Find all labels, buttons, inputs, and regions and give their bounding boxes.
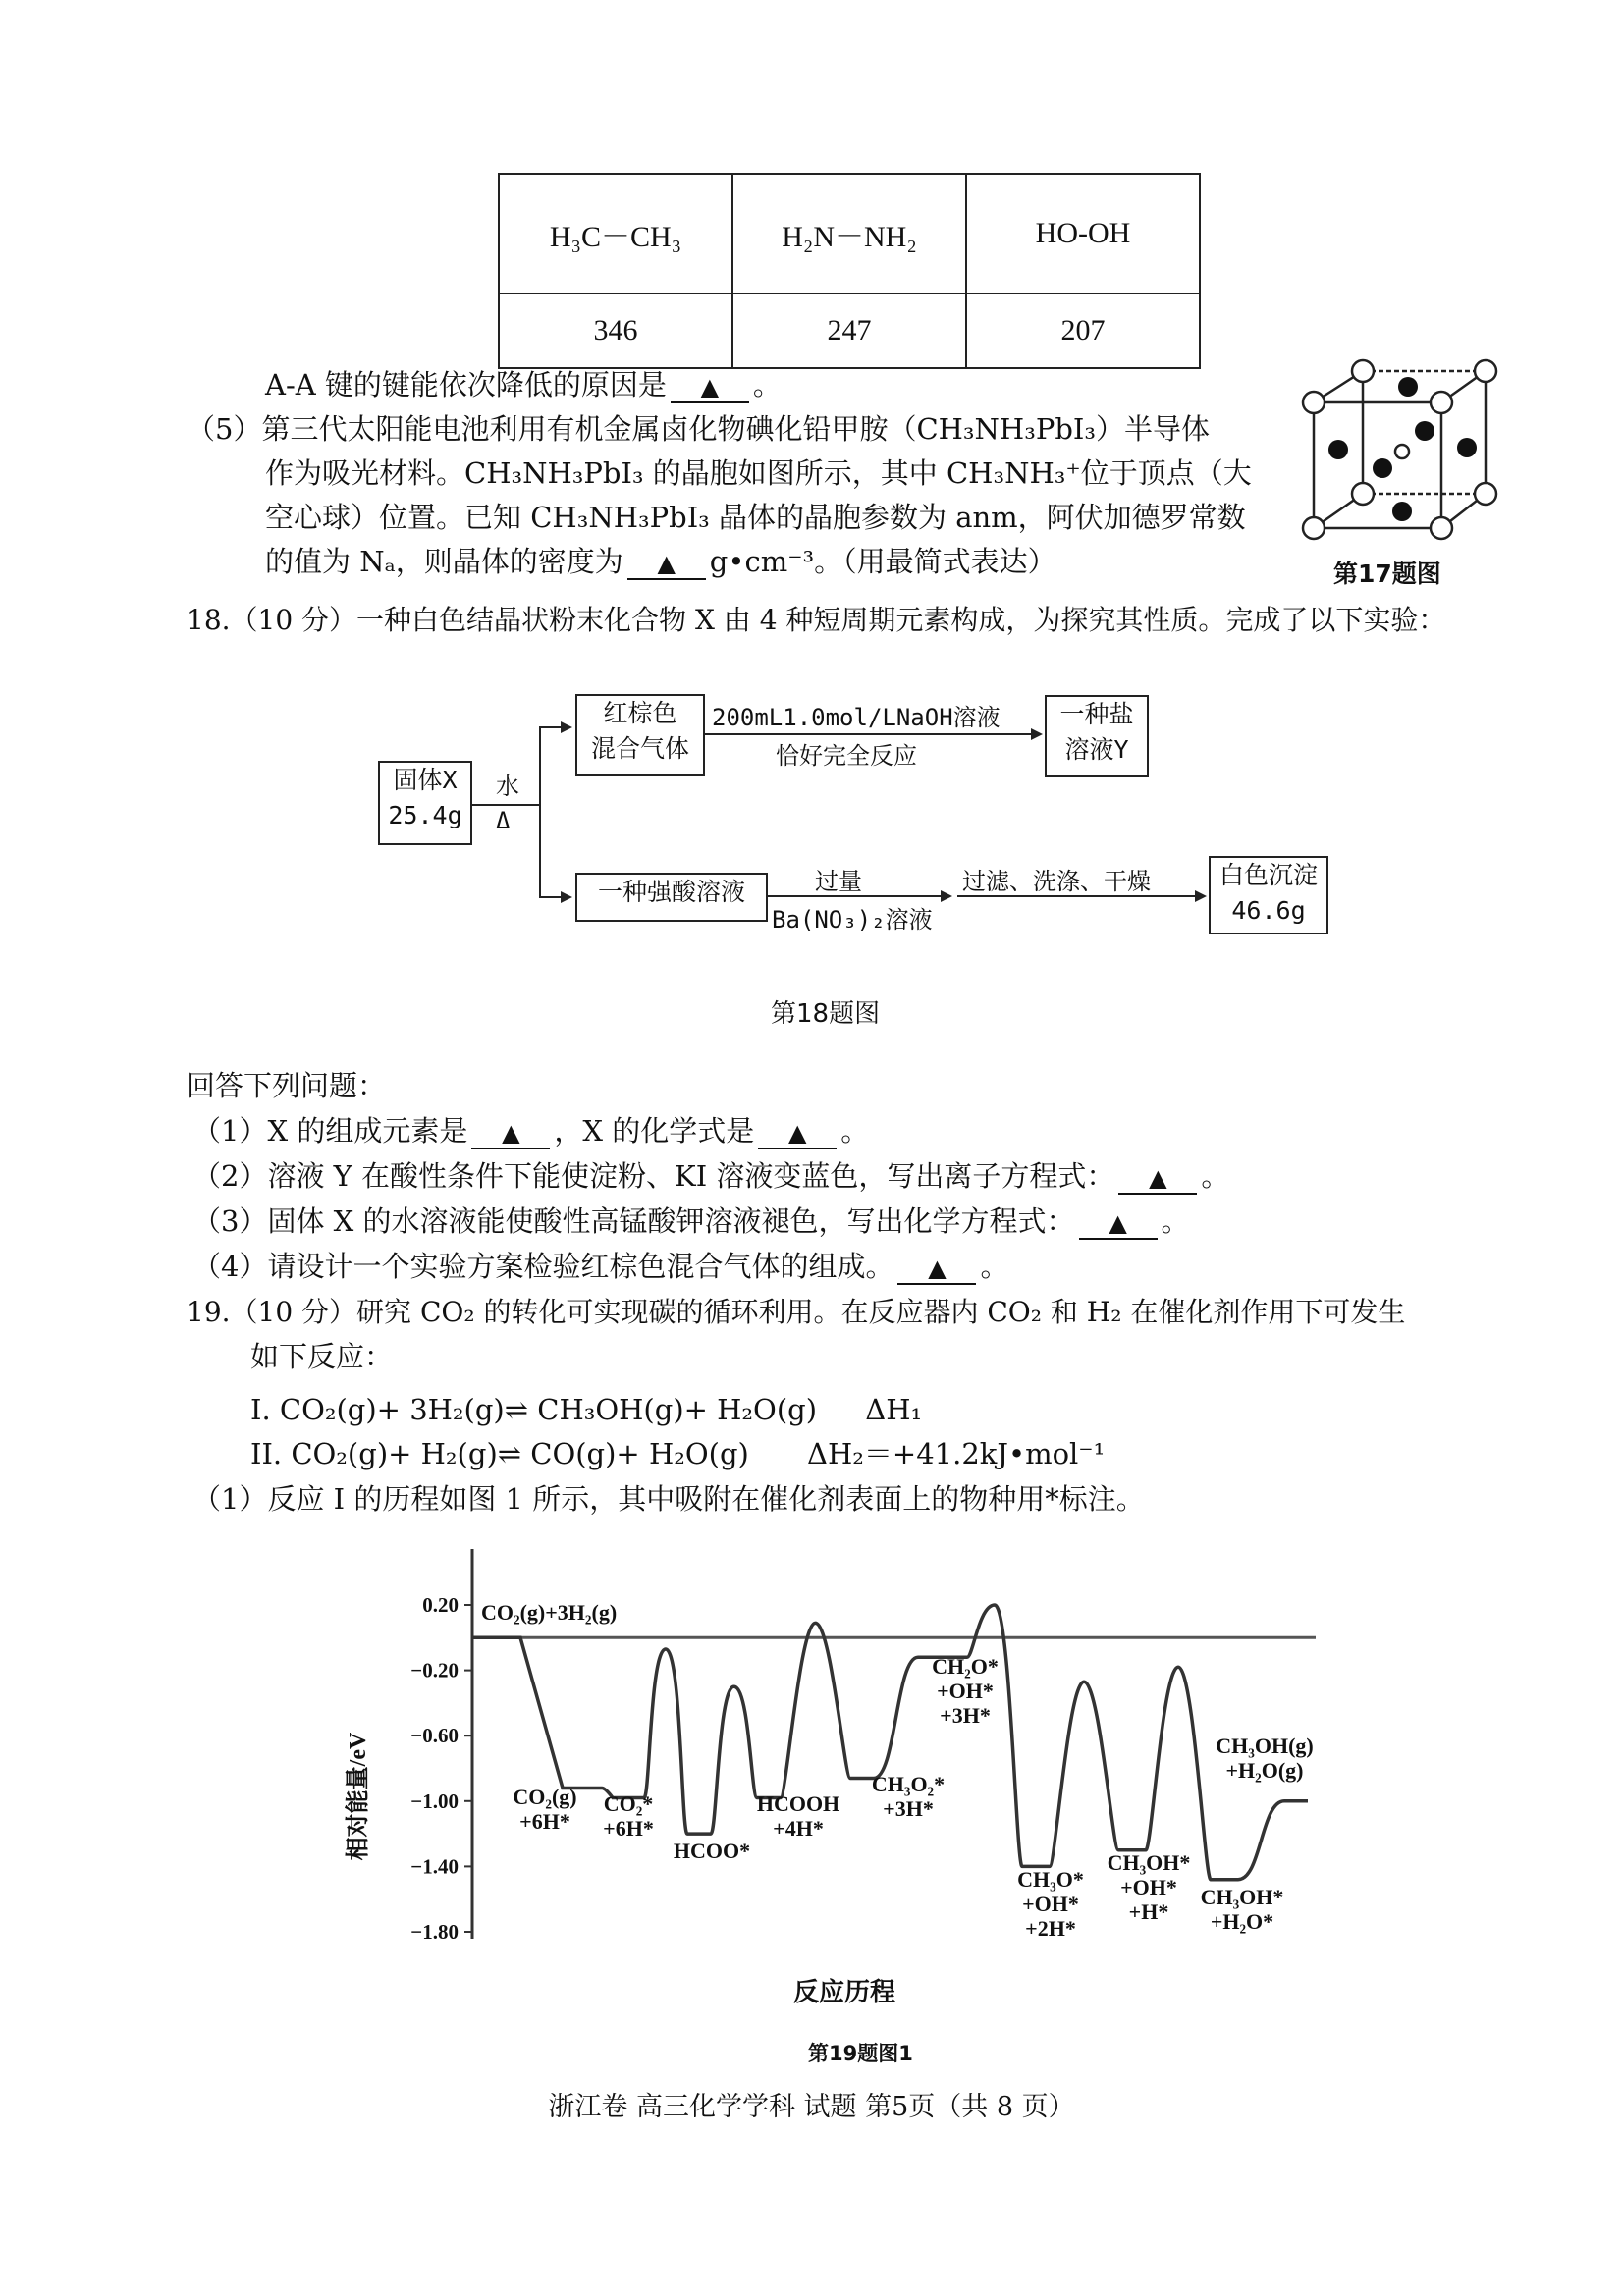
q19-stem-1: 19.（10 分）研究 CO₂ 的转化可实现碳的循环利用。在反应器内 CO₂ 和 H₂ 在催化剂作用下可发生 — [187, 1296, 1406, 1328]
triangle-marker-icon: ▲ — [502, 1119, 520, 1147]
bond-header-oo: HO-OH — [966, 174, 1200, 294]
y-tick-label: −0.20 — [410, 1658, 459, 1682]
period: 。 — [980, 1250, 1009, 1283]
q18-sub1-text-a: （1）X 的组成元素是 — [192, 1114, 468, 1148]
filter-wash-dry-label: 过滤、洗涤、干燥 — [962, 868, 1151, 895]
q17-part5-prefix: 的值为 Nₐ，则晶体的密度为 — [265, 545, 623, 578]
figure-19-caption: 第19题图1 — [808, 2042, 913, 2065]
x-axis-label: 反应历程 — [792, 1978, 896, 2006]
state-label: CO₂(g) — [513, 1785, 577, 1809]
state-label: +4H* — [773, 1816, 824, 1841]
q17-part5-suffix: g•cm⁻³。（用最简式表达） — [709, 545, 1056, 578]
q19-sub1: （1）反应 I 的历程如图 1 所示，其中吸附在催化剂表面上的物种用*标注。 — [192, 1482, 1145, 1516]
answer-intro: 回答下列问题： — [187, 1069, 387, 1102]
bond-value-oo: 207 — [966, 294, 1200, 368]
state-label: CH₃OH* — [1200, 1885, 1284, 1909]
bond-header-cc: H₃C－CH₃ — [499, 174, 732, 294]
state-label: +3H* — [883, 1796, 934, 1821]
state-label: +OH* — [937, 1679, 994, 1703]
page-footer: 浙江卷 高三化学学科 试题 第5页（共 8 页） — [548, 2092, 1075, 2122]
state-label: CH₃OH(g) — [1216, 1734, 1314, 1758]
condition-water: 水 — [496, 773, 519, 800]
figure-17-caption: 第17题图 — [1333, 560, 1441, 588]
triangle-marker-icon: ▲ — [657, 550, 676, 577]
state-label: CH₃OH* — [1107, 1850, 1191, 1875]
excess-label: 过量 — [815, 868, 862, 895]
y-tick-label: −1.40 — [410, 1854, 459, 1879]
state-label: +H₂O(g) — [1225, 1758, 1304, 1783]
condition-heat: Δ — [496, 807, 511, 834]
state-label: CH₃O₂* — [871, 1772, 946, 1796]
state-label: +3H* — [940, 1703, 991, 1728]
state-label: +6H* — [603, 1816, 654, 1841]
triangle-marker-icon: ▲ — [928, 1255, 947, 1282]
solid-x-label: 固体X — [393, 766, 458, 794]
period: 。 — [840, 1114, 870, 1148]
y-tick-label: −1.00 — [410, 1789, 459, 1813]
q18-sub3-text: （3）固体 X 的水溶液能使酸性高锰酸钾溶液褪色，写出化学方程式： — [192, 1204, 1075, 1238]
reaction-2-equation: II. CO₂(g)+ H₂(g)⇌ CO(g)+ H₂O(g) — [250, 1437, 749, 1470]
reaction-path — [472, 1605, 1308, 1880]
triangle-marker-icon: ▲ — [1149, 1164, 1167, 1192]
state-label: +OH* — [1120, 1875, 1177, 1899]
reaction-2-enthalpy: ΔH₂＝+41.2kJ•mol⁻¹ — [807, 1437, 1106, 1470]
q18-sub2-text: （2）溶液 Y 在酸性条件下能使淀粉、KI 溶液变蓝色，写出离子方程式： — [192, 1159, 1115, 1193]
ppt-label: 白色沉淀 — [1218, 861, 1318, 889]
state-label: HCOO* — [673, 1839, 751, 1863]
q17-part4-text: A-A 键的键能依次降低的原因是 — [265, 368, 667, 401]
ba-nitrate-label: Ba(NO₃)₂溶液 — [772, 906, 933, 934]
gas-label-1: 红棕色 — [603, 699, 677, 727]
salt-label-2: 溶液Y — [1064, 735, 1129, 764]
state-label: +H* — [1128, 1899, 1169, 1924]
y-axis-label: 相对能量/eV — [346, 1732, 371, 1861]
bond-value-nn: 247 — [732, 294, 966, 368]
bond-value-cc: 346 — [499, 294, 732, 368]
y-tick-label: 0.20 — [422, 1593, 459, 1617]
period: 。 — [1161, 1204, 1190, 1238]
state-label: CH₂O* — [932, 1654, 999, 1679]
triangle-marker-icon: ▲ — [700, 373, 720, 400]
triangle-marker-icon: ▲ — [1109, 1209, 1127, 1237]
state-label: +2H* — [1025, 1916, 1076, 1941]
y-tick-label: −0.60 — [410, 1724, 459, 1748]
period: 。 — [752, 368, 782, 401]
state-label: +H₂O* — [1210, 1909, 1274, 1934]
q18-sub4-text: （4）请设计一个实验方案检验红棕色混合气体的组成。 — [192, 1250, 894, 1283]
state-label: CO₂(g)+3H₂(g) — [481, 1600, 618, 1625]
q18-stem: 18.（10 分）一种白色结晶状粉末化合物 X 由 4 种短周期元素构成，为探究其性质。完成了以下实验： — [187, 604, 1446, 636]
energy-curve — [472, 1605, 1308, 1880]
state-label: +OH* — [1022, 1892, 1079, 1916]
gas-label-2: 混合气体 — [590, 734, 689, 763]
acid-label: 一种强酸溶液 — [597, 878, 745, 906]
salt-label-1: 一种盐 — [1059, 700, 1134, 728]
naoh-condition: 200mL1.0mol/LNaOH溶液 — [712, 704, 1001, 731]
reaction-1-equation: I. CO₂(g)+ 3H₂(g)⇌ CH₃OH(g)+ H₂O(g) — [250, 1393, 818, 1426]
triangle-marker-icon: ▲ — [787, 1119, 807, 1147]
q19-stem-2: 如下反应： — [250, 1340, 394, 1373]
naoh-condition-2: 恰好完全反应 — [776, 742, 917, 770]
reaction-1-enthalpy: ΔH₁ — [865, 1393, 923, 1426]
state-label: CH₃O* — [1017, 1867, 1084, 1892]
y-ticks — [410, 1593, 472, 1944]
state-label: HCOOH — [756, 1791, 840, 1816]
state-label: +6H* — [519, 1809, 570, 1834]
state-labels — [481, 1600, 1314, 1941]
y-tick-label: −1.80 — [410, 1920, 459, 1944]
q17-part5-line2: 作为吸光材料。CH₃NH₃PbI₃ 的晶胞如图所示，其中 CH₃NH₃⁺位于顶点（大 — [265, 456, 1252, 490]
period: 。 — [1201, 1159, 1230, 1193]
figure-18-caption: 第18题图 — [771, 999, 881, 1029]
q17-part5-line3: 空心球）位置。已知 CH₃NH₃PbI₃ 晶体的晶胞参数为 anm，阿伏加德罗常数 — [265, 501, 1246, 534]
bond-header-nn: H₂N－NH₂ — [732, 174, 966, 294]
q18-sub1-text-b: ，X 的化学式是 — [554, 1114, 755, 1148]
solid-x-mass: 25.4g — [388, 801, 462, 829]
q17-part5-line1: （5）第三代太阳能电池利用有机金属卤化物碘化铅甲胺（CH₃NH₃PbI₃）半导体 — [187, 412, 1211, 446]
ppt-mass: 46.6g — [1231, 896, 1306, 925]
state-label: CO₂* — [603, 1791, 654, 1816]
